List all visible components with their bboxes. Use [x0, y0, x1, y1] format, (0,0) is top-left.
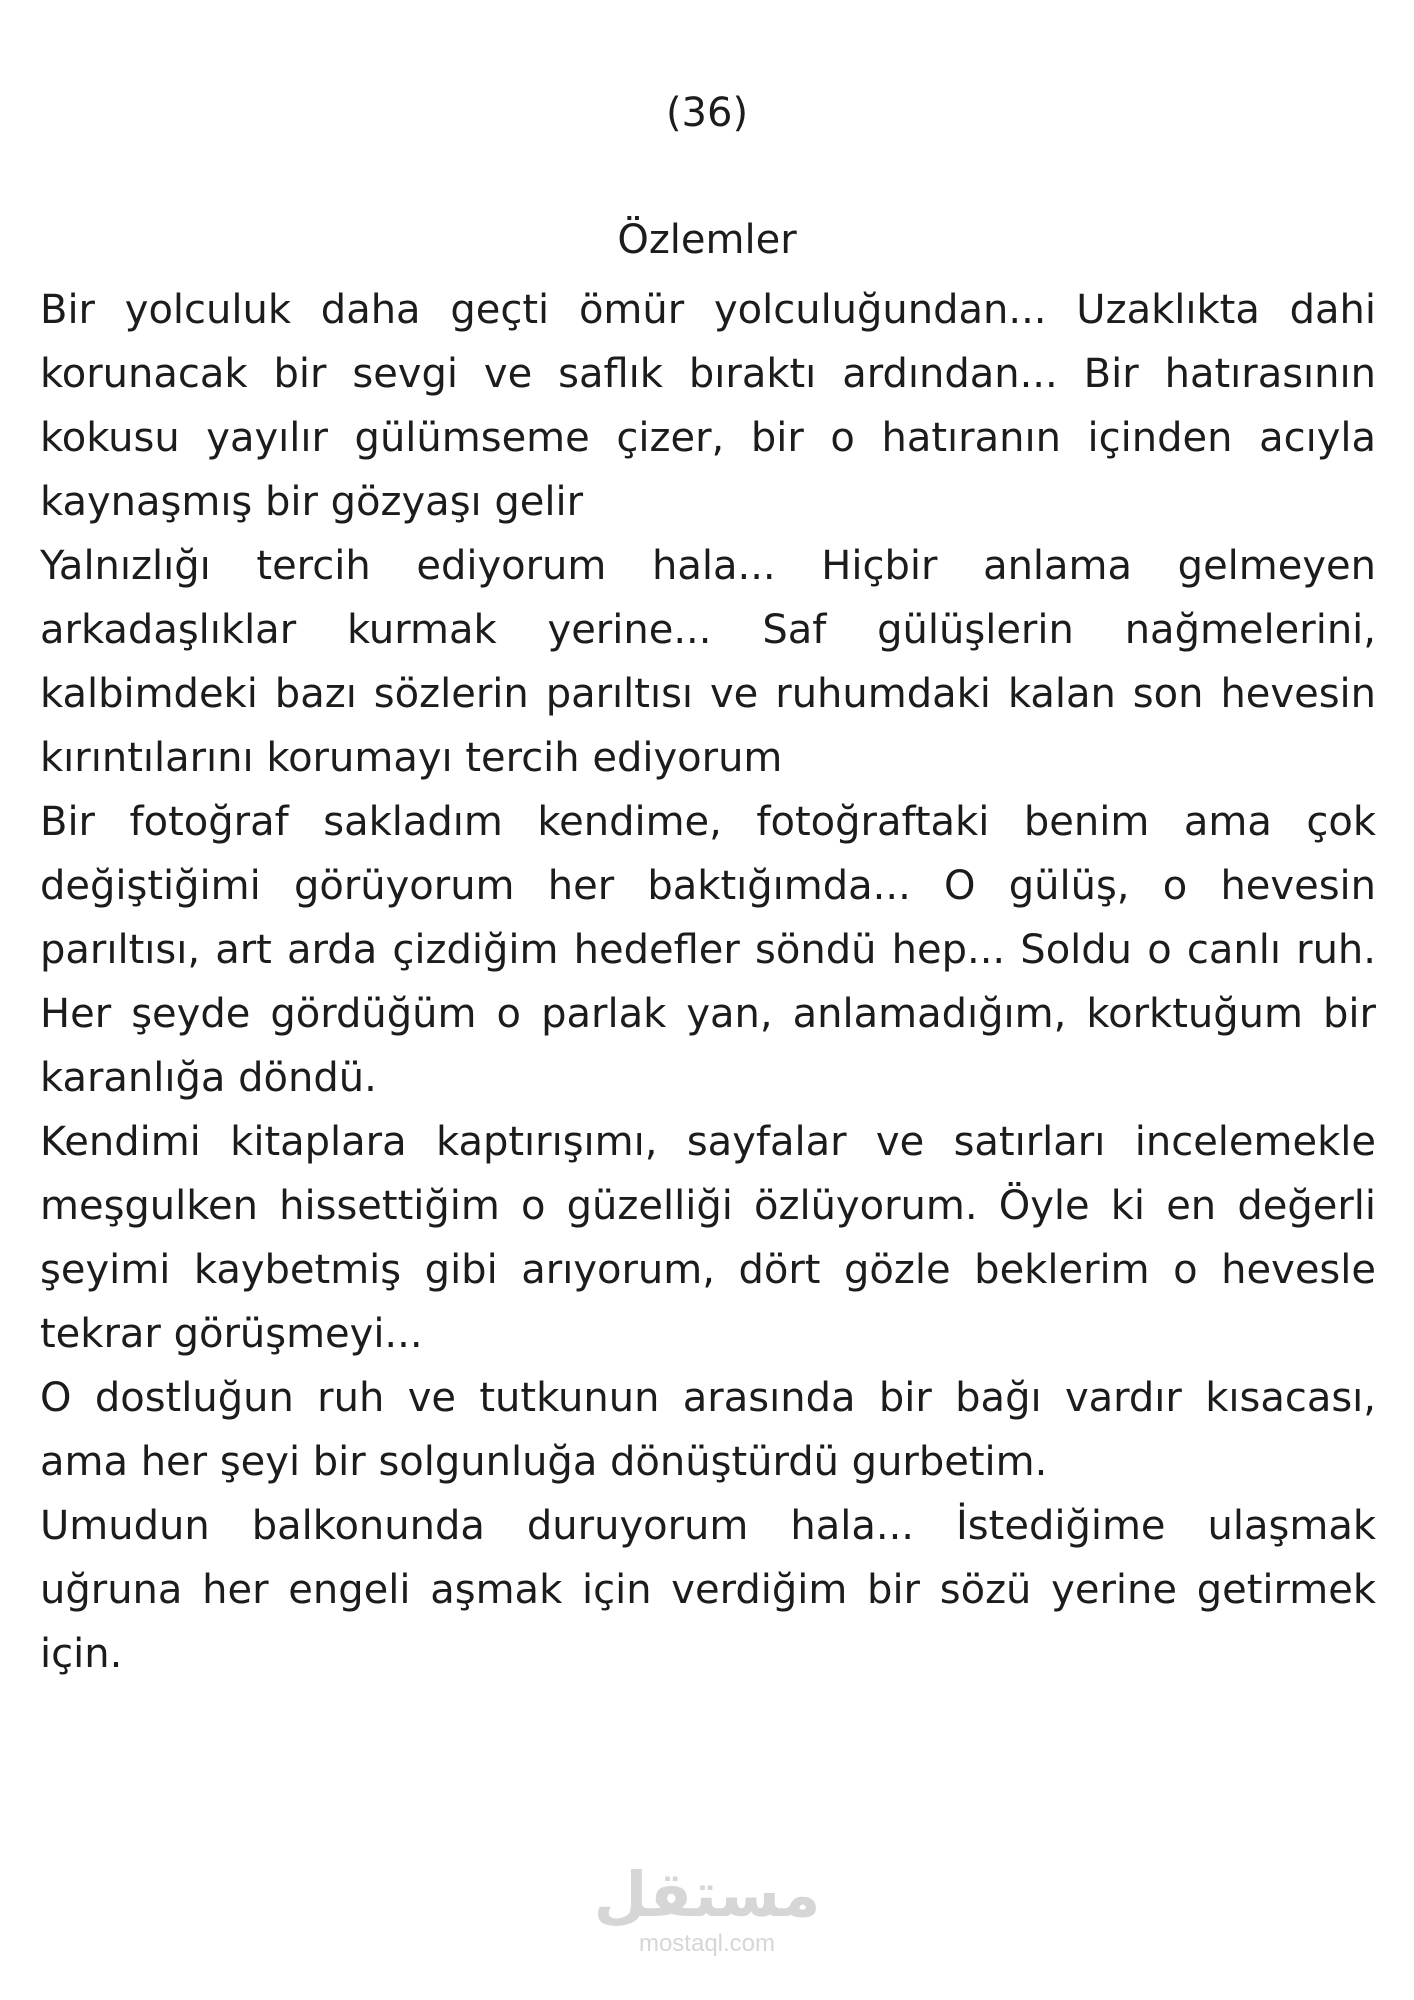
watermark-logo: مستقل: [593, 1858, 821, 1931]
paragraph: Yalnızlığı tercih ediyorum hala... Hiçbir anlama gelmeyen arkadaşlıklar kurmak yerine... Saf gülüşlerin nağmelerini, kalbimdeki bazı sözlerin parıltısı ve ruhumdaki kalan son hevesin kırıntılarını korumayı tercih ediyorum: [40, 543, 1376, 781]
paragraph: Bir fotoğraf sakladım kendime, fotoğraftaki benim ama çok değiştiğimi görüyorum her baktığımda... O gülüş, o hevesin parıltısı, art arda çizdiğim hedefler söndü hep... Soldu o canlı ruh. Her şeyde gördüğüm o parlak yan, anlamadığım, korktuğum bir karanlığa döndü.: [40, 799, 1376, 1101]
watermark-domain: mostaql.com: [638, 1930, 776, 1957]
paragraph: Umudun balkonunda duruyorum hala... İstediğime ulaşmak uğruna her engeli aşmak için verdiğim bir sözü yerine getirmek için.: [40, 1503, 1376, 1677]
paragraph: Kendimi kitaplara kaptırışımı, sayfalar ve satırları incelemekle meşgulken hissettiğim o güzelliği özlüyorum. Öyle ki en değerli şeyimi kaybetmiş gibi arıyorum, dört gözle beklerim o hevesle tekrar görüşmeyi...: [40, 1119, 1376, 1357]
page-title: Özlemler: [617, 217, 797, 263]
page-number: (36): [665, 90, 749, 136]
paragraph: Bir yolculuk daha geçti ömür yolculuğundan... Uzaklıkta dahi korunacak bir sevgi ve saflık bıraktı ardından... Bir hatırasının kokusu yayılır gülümseme çizer, bir o hatıranın içinden acıyla kaynaşmış bir gözyaşı gelir: [40, 287, 1376, 525]
body-text: [40, 278, 1376, 1686]
paragraph: O dostluğun ruh ve tutkunun arasında bir bağı vardır kısacası, ama her şeyi bir solgunluğa dönüştürdü gurbetim.: [40, 1375, 1376, 1485]
watermark: [0, 1860, 1414, 1958]
